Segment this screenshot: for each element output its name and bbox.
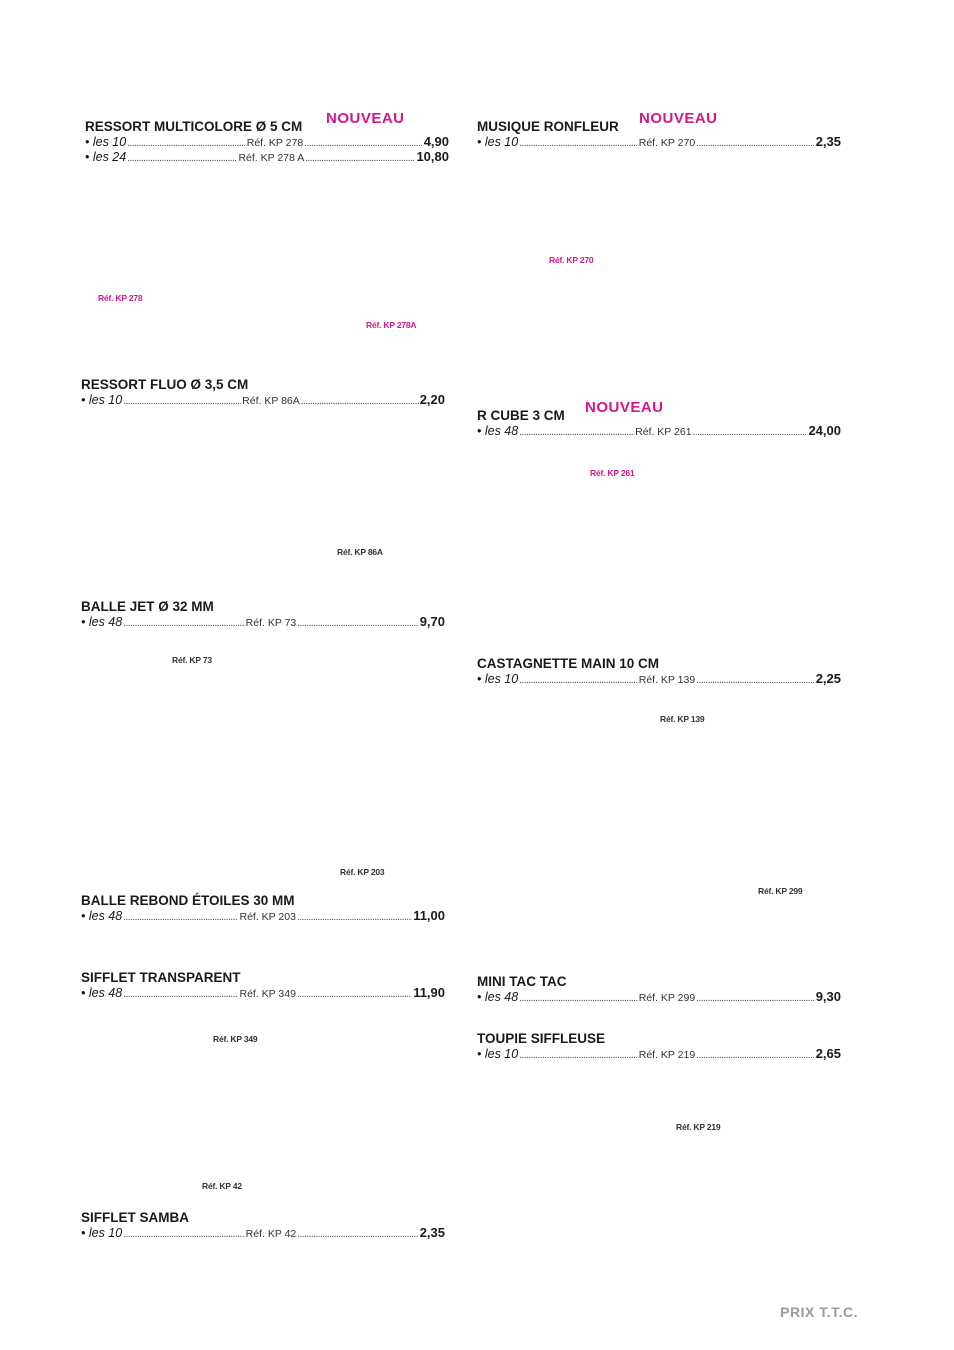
image-label: Réf. KP 42 [202,1181,242,1191]
reference: Réf. KP 139 [638,674,696,686]
product-ressort-fluo [81,374,445,407]
image-label: Réf. KP 86A [337,547,383,557]
nouveau-badge: NOUVEAU [585,399,664,416]
nouveau-badge: NOUVEAU [326,110,405,127]
price-line [477,671,841,686]
quantity: • les 10 [81,1226,123,1240]
quantity: • les 10 [477,672,519,686]
price-line [81,985,445,1000]
price: 9,70 [419,614,445,629]
dot-leader [696,1048,815,1063]
price-line [81,1225,445,1240]
image-label: Réf. KP 261 [590,468,635,478]
dot-leader [297,910,412,925]
dot-leader [123,394,241,409]
product-title: BALLE JET Ø 32 MM [81,599,214,614]
dot-leader [123,616,244,631]
product-title: SIFFLET TRANSPARENT [81,970,241,985]
reference: Réf. KP 86A [242,395,300,407]
product-title: R CUBE 3 CM [477,408,565,423]
price: 4,90 [423,134,449,149]
image-label: Réf. KP 73 [172,655,212,665]
image-label: Réf. KP 203 [340,867,385,877]
product-title: BALLE REBOND ÉTOILES 30 MM [81,893,295,908]
reference: Réf. KP 261 [635,426,692,438]
product-toupie-siffleuse [477,1028,841,1061]
dot-leader [305,151,415,166]
footer-price-note: PRIX T.T.C. [780,1304,858,1320]
nouveau-badge: NOUVEAU [639,110,718,127]
dot-leader [304,136,423,151]
quantity: • les 48 [81,986,123,1000]
reference: Réf. KP 270 [638,137,696,149]
quantity: • les 10 [81,393,123,407]
dot-leader [297,1227,418,1242]
dot-leader [696,991,815,1006]
quantity: • les 48 [81,909,123,923]
product-sifflet-transparent [81,967,445,1000]
product-title: MINI TAC TAC [477,974,567,989]
reference: Réf. KP 42 [245,1228,297,1240]
price-line [477,1046,841,1061]
price: 9,30 [815,989,841,1004]
price-line [477,134,841,149]
price: 24,00 [808,423,841,438]
product-title: MUSIQUE RONFLEUR [477,119,619,134]
price: 11,00 [413,908,446,923]
price-line [81,908,445,923]
quantity: • les 10 [477,135,519,149]
dot-leader [519,673,638,688]
dot-leader [123,910,238,925]
image-label: Réf. KP 278A [366,320,417,330]
product-balle-rebond [81,890,445,923]
price: 2,25 [815,671,841,686]
dot-leader [301,394,419,409]
image-label: Réf. KP 139 [660,714,705,724]
image-label: Réf. KP 299 [758,886,803,896]
product-title: RESSORT MULTICOLORE Ø 5 CM [85,119,303,134]
quantity: • les 10 [477,1047,519,1061]
dot-leader [297,616,418,631]
product-mini-tac-tac [477,971,841,1004]
product-title-row [81,374,445,392]
quantity: • les 48 [477,424,519,438]
dot-leader [519,425,634,440]
price: 2,20 [419,392,445,407]
quantity: • les 48 [477,990,519,1004]
image-label: Réf. KP 278 [98,293,143,303]
dot-leader [519,1048,638,1063]
price-line [477,989,841,1004]
product-title: RESSORT FLUO Ø 3,5 CM [81,377,249,392]
price: 11,90 [413,985,446,1000]
image-label: Réf. KP 219 [676,1122,721,1132]
product-title-row [477,1028,841,1046]
dot-leader [297,987,412,1002]
reference: Réf. KP 349 [239,988,296,1000]
dot-leader [696,673,815,688]
reference: Réf. KP 73 [245,617,297,629]
dot-leader [696,136,815,151]
reference: Réf. KP 219 [638,1049,696,1061]
product-title-row [81,1207,445,1225]
price-line [85,149,449,164]
price-line [81,614,445,629]
dot-leader [127,136,246,151]
product-title-row [477,971,841,989]
dot-leader [519,136,638,151]
quantity: • les 10 [85,135,127,149]
price-line [85,134,449,149]
image-label: Réf. KP 270 [549,255,594,265]
product-title: TOUPIE SIFFLEUSE [477,1031,606,1046]
price-line [81,392,445,407]
dot-leader [123,1227,244,1242]
reference: Réf. KP 299 [638,992,696,1004]
dot-leader [127,151,237,166]
reference: Réf. KP 278 A [238,152,305,164]
product-title-row [81,596,445,614]
product-title-row [81,967,445,985]
product-title: CASTAGNETTE MAIN 10 CM [477,656,660,671]
dot-leader [123,987,238,1002]
product-title-row [477,653,841,671]
price: 10,80 [416,149,449,164]
product-castagnette [477,653,841,686]
price: 2,35 [815,134,841,149]
product-title-row [81,890,445,908]
product-title: SIFFLET SAMBA [81,1210,189,1225]
dot-leader [519,991,638,1006]
reference: Réf. KP 278 [246,137,304,149]
price: 2,65 [815,1046,841,1061]
quantity: • les 24 [85,150,127,164]
product-balle-jet [81,596,445,629]
product-sifflet-samba [81,1207,445,1240]
price: 2,35 [419,1225,445,1240]
reference: Réf. KP 203 [239,911,296,923]
dot-leader [693,425,808,440]
price-line [477,423,841,438]
image-label: Réf. KP 349 [213,1034,258,1044]
quantity: • les 48 [81,615,123,629]
